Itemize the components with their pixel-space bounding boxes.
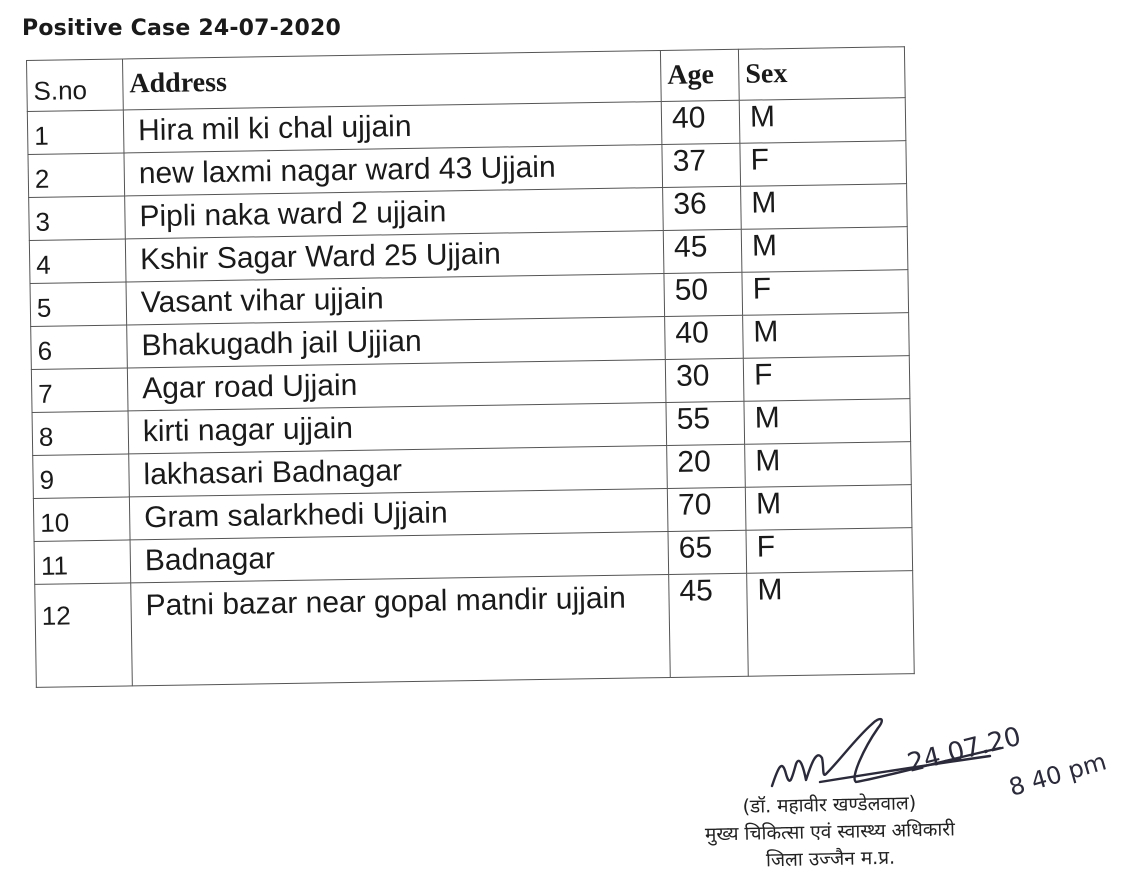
- table-body: [27, 98, 914, 688]
- cell-address: Gram salarkhedi Ujjain: [129, 488, 668, 539]
- cell-address: Patni bazar near gopal mandir ujjain: [131, 574, 671, 685]
- cell-address: Vasant vihar ujjain: [126, 274, 665, 325]
- cell-sno: 1: [27, 110, 124, 155]
- cell-sex: M: [741, 227, 908, 273]
- positive-case-table: [26, 46, 915, 688]
- cell-address: Agar road Ujjain: [127, 359, 666, 410]
- signatory-block: [639, 788, 1021, 877]
- cell-sex: M: [741, 184, 908, 230]
- cell-address: Badnagar: [130, 531, 669, 582]
- table-row: [35, 571, 915, 688]
- cell-sno: 12: [35, 583, 133, 687]
- cell-sno: 9: [33, 454, 130, 499]
- cell-sex: M: [745, 442, 912, 488]
- cell-sno: 8: [32, 411, 129, 456]
- cell-sno: 7: [31, 368, 128, 413]
- cell-sex: M: [739, 98, 906, 144]
- cell-sno: 11: [34, 540, 131, 585]
- cell-sno: 3: [29, 196, 126, 241]
- cell-address: Pipli naka ward 2 ujjain: [125, 188, 664, 239]
- cell-age: 30: [665, 358, 744, 402]
- cell-sno: 10: [33, 497, 130, 542]
- cell-age: 36: [663, 186, 742, 230]
- cell-sex: M: [745, 485, 912, 531]
- cell-address: Kshir Sagar Ward 25 Ujjain: [125, 231, 664, 282]
- cell-age: 45: [669, 573, 749, 677]
- cell-age: 40: [665, 315, 744, 359]
- cell-sno: 5: [30, 282, 127, 327]
- cell-address: Hira mil ki chal ujjain: [123, 102, 662, 153]
- header-sno: S.no: [27, 59, 124, 112]
- page-title: Positive Case 24-07-2020: [22, 16, 342, 41]
- signatory-designation: मुख्य चिकित्सा एवं स्वास्थ्य अधिकारी: [704, 818, 956, 846]
- header-address: Address: [122, 51, 661, 110]
- case-table-container: [26, 46, 915, 688]
- cell-age: 37: [662, 143, 741, 187]
- handwritten-date: 24.07.20: [904, 721, 1025, 779]
- cell-sno: 4: [29, 239, 126, 284]
- header-age: Age: [660, 49, 739, 101]
- cell-sex: M: [747, 571, 915, 677]
- handwritten-time: 8 40 pm: [1005, 747, 1110, 802]
- cell-sex: F: [740, 141, 907, 187]
- cell-sex: F: [746, 528, 913, 574]
- cell-age: 20: [667, 444, 746, 488]
- cell-age: 70: [667, 487, 746, 531]
- signatory-name: (डॉ. महावीर खण्डेलवाल): [742, 792, 917, 818]
- cell-address: new laxmi nagar ward 43 Ujjain: [124, 145, 663, 196]
- cell-age: 65: [668, 530, 747, 574]
- cell-address: lakhasari Badnagar: [129, 445, 668, 496]
- cell-age: 45: [663, 229, 742, 273]
- cell-address: kirti nagar ujjain: [128, 402, 667, 453]
- cell-address: Bhakugadh jail Ujjian: [127, 317, 666, 368]
- header-sex: Sex: [738, 47, 905, 101]
- cell-sno: 6: [31, 325, 128, 370]
- cell-sex: M: [744, 399, 911, 445]
- cell-age: 50: [664, 272, 743, 316]
- cell-age: 55: [666, 401, 745, 445]
- cell-sex: F: [743, 356, 910, 402]
- cell-sex: M: [743, 313, 910, 359]
- cell-sno: 2: [28, 153, 125, 198]
- cell-age: 40: [661, 100, 740, 144]
- signatory-location: जिला उज्जैन म.प्र.: [765, 846, 896, 872]
- cell-sex: F: [742, 270, 909, 316]
